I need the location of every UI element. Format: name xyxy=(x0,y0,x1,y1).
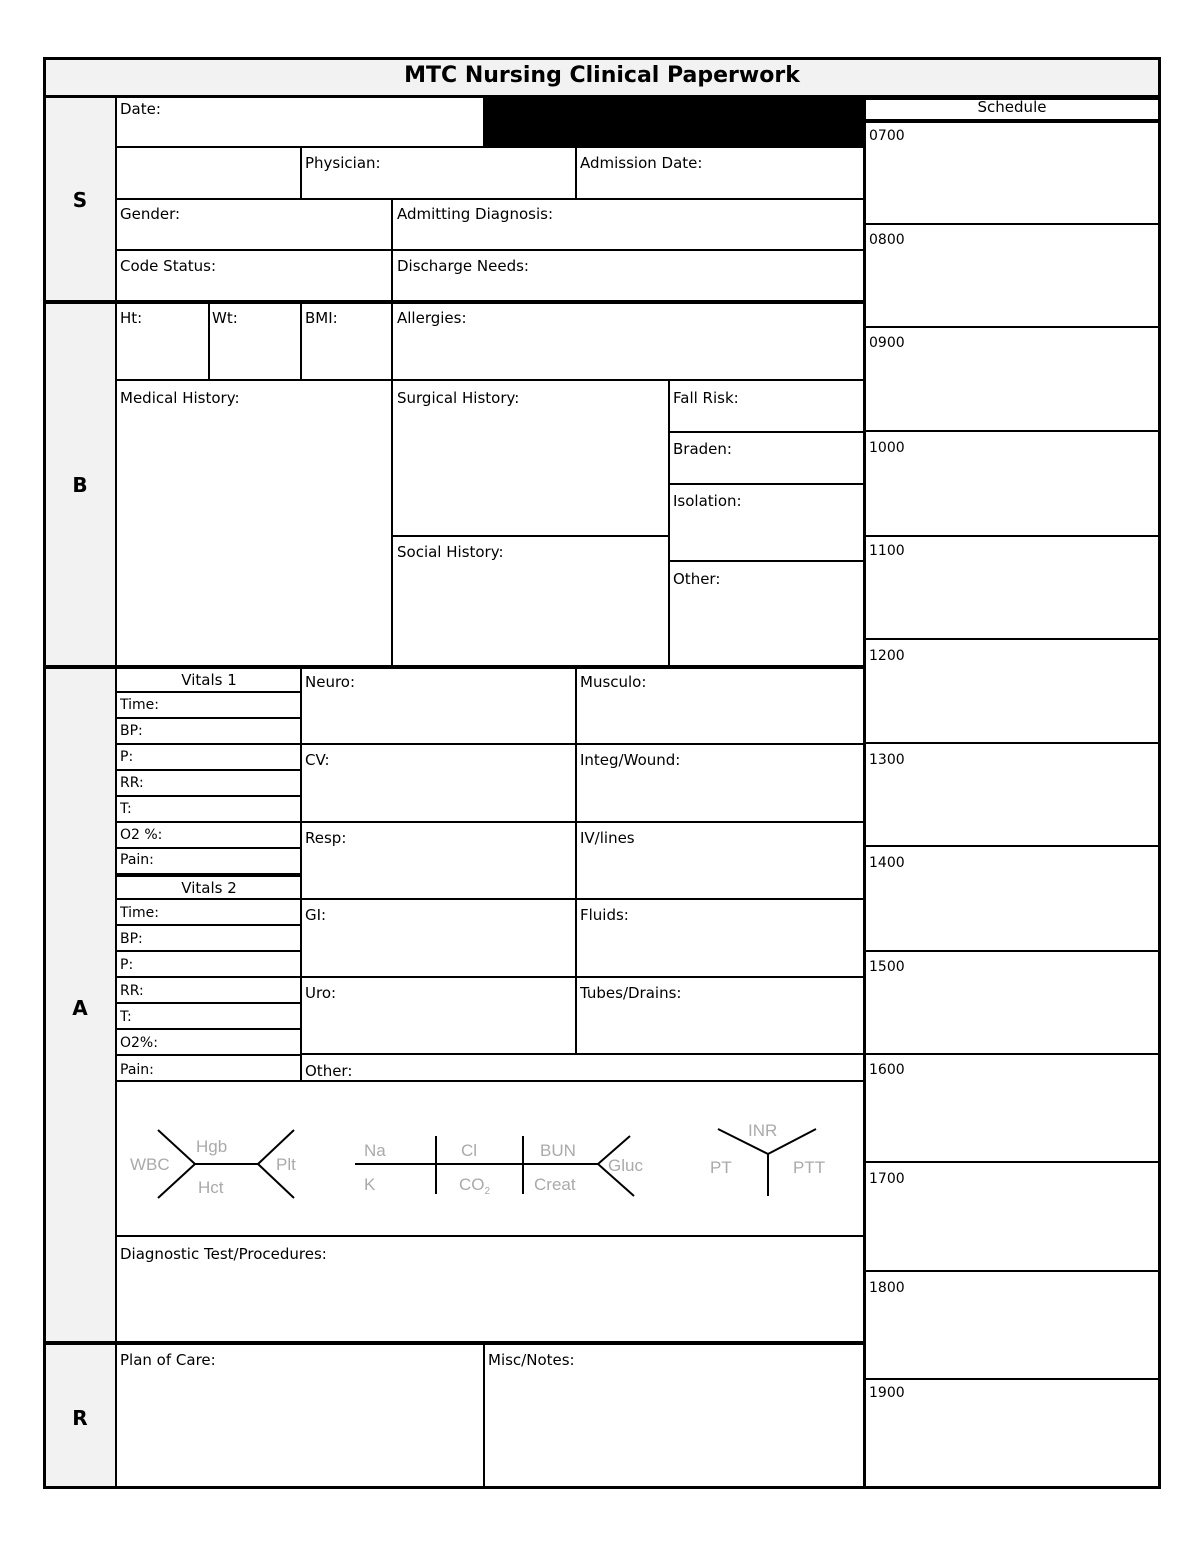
lab-hct: Hct xyxy=(198,1178,224,1197)
bmp-fishbone xyxy=(355,1136,634,1196)
section-gutter xyxy=(46,98,115,1486)
vitals-2-o2[interactable]: O2%: xyxy=(120,1035,158,1051)
code-status-field[interactable]: Code Status: xyxy=(120,257,217,275)
vitals-2-bp[interactable]: BP: xyxy=(120,931,143,947)
schedule-title: Schedule xyxy=(977,98,1047,116)
schedule-slot-1400[interactable]: 1400 xyxy=(869,855,905,871)
fall-risk-field[interactable]: Fall Risk: xyxy=(673,389,739,407)
schedule-slot-1500[interactable]: 1500 xyxy=(869,959,905,975)
braden-field[interactable]: Braden: xyxy=(673,440,732,458)
vitals-1-title: Vitals 1 xyxy=(181,671,237,689)
vitals-1-bp[interactable]: BP: xyxy=(120,723,143,739)
schedule-slot-1200[interactable]: 1200 xyxy=(869,648,905,664)
lab-co2: $CO_2$ xyxy=(459,1175,491,1197)
vitals-1-time[interactable]: Time: xyxy=(120,697,159,713)
vitals-2-pain[interactable]: Pain: xyxy=(120,1062,154,1078)
neuro-field[interactable]: Neuro: xyxy=(305,673,356,691)
vitals-1-o2[interactable]: O2 %: xyxy=(120,827,163,843)
discharge-needs-field[interactable]: Discharge Needs: xyxy=(397,257,529,275)
section-situation-label: S xyxy=(72,188,88,212)
section-background-label: B xyxy=(72,473,88,497)
fluids-field[interactable]: Fluids: xyxy=(580,906,629,924)
vitals-2-rr[interactable]: RR: xyxy=(120,983,144,999)
section-recommendation-label: R xyxy=(72,1406,88,1430)
schedule-slot-0800[interactable]: 0800 xyxy=(869,232,905,248)
lab-wbc: WBC xyxy=(130,1155,170,1174)
diagnostic-tests-field[interactable]: Diagnostic Test/Procedures: xyxy=(120,1245,327,1263)
height-field[interactable]: Ht: xyxy=(120,309,143,327)
lab-plt: Plt xyxy=(276,1155,296,1174)
schedule-slot-1800[interactable]: 1800 xyxy=(869,1280,905,1296)
schedule-slot-1300[interactable]: 1300 xyxy=(869,752,905,768)
social-history-field[interactable]: Social History: xyxy=(397,543,504,561)
lab-ptt: PTT xyxy=(793,1158,826,1177)
plan-of-care-field[interactable]: Plan of Care: xyxy=(120,1351,216,1369)
lab-bun: BUN xyxy=(540,1141,576,1160)
vitals-1-pulse[interactable]: P: xyxy=(120,749,134,765)
lab-inr: INR xyxy=(748,1121,778,1140)
schedule-slot-0900[interactable]: 0900 xyxy=(869,335,905,351)
schedule-slot-1600[interactable]: 1600 xyxy=(869,1062,905,1078)
vitals-1-pain[interactable]: Pain: xyxy=(120,852,154,868)
date-field[interactable]: Date: xyxy=(120,100,161,118)
lab-k: K xyxy=(364,1175,376,1194)
lab-pt: PT xyxy=(710,1158,732,1177)
lab-cl: Cl xyxy=(461,1141,478,1160)
schedule-slot-0700[interactable]: 0700 xyxy=(869,128,905,144)
schedule-slot-1700[interactable]: 1700 xyxy=(869,1171,905,1187)
lab-hgb: Hgb xyxy=(196,1137,228,1156)
section-assessment-label: A xyxy=(72,996,88,1020)
assessment-other-field[interactable]: Other: xyxy=(305,1062,353,1080)
misc-notes-field[interactable]: Misc/Notes: xyxy=(488,1351,575,1369)
integ-wound-field[interactable]: Integ/Wound: xyxy=(580,751,681,769)
physician-field[interactable]: Physician: xyxy=(305,154,381,172)
schedule-slot-1100[interactable]: 1100 xyxy=(869,543,905,559)
vitals-2-time[interactable]: Time: xyxy=(120,905,159,921)
lab-gluc: Gluc xyxy=(608,1156,643,1175)
musculo-field[interactable]: Musculo: xyxy=(580,673,647,691)
patient-name-redacted xyxy=(483,98,864,146)
background-other-field[interactable]: Other: xyxy=(673,570,721,588)
tubes-drains-field[interactable]: Tubes/Drains: xyxy=(580,984,682,1002)
vitals-1-rr[interactable]: RR: xyxy=(120,775,144,791)
lab-creat: Creat xyxy=(534,1175,576,1194)
bmi-field[interactable]: BMI: xyxy=(305,309,338,327)
cv-field[interactable]: CV: xyxy=(305,751,330,769)
schedule-slot-1000[interactable]: 1000 xyxy=(869,440,905,456)
gi-field[interactable]: GI: xyxy=(305,906,327,924)
surgical-history-field[interactable]: Surgical History: xyxy=(397,389,520,407)
vitals-1-temp[interactable]: T: xyxy=(120,801,132,817)
lab-fishbone-diagrams xyxy=(118,1082,863,1236)
admitting-diagnosis-field[interactable]: Admitting Diagnosis: xyxy=(397,205,553,223)
isolation-field[interactable]: Isolation: xyxy=(673,492,742,510)
vitals-2-title: Vitals 2 xyxy=(181,879,237,897)
uro-field[interactable]: Uro: xyxy=(305,984,337,1002)
weight-field[interactable]: Wt: xyxy=(212,309,238,327)
medical-history-field[interactable]: Medical History: xyxy=(120,389,240,407)
vitals-2-pulse[interactable]: P: xyxy=(120,957,134,973)
iv-lines-field[interactable]: IV/lines xyxy=(580,829,635,847)
admission-date-field[interactable]: Admission Date: xyxy=(580,154,703,172)
schedule-slot-1900[interactable]: 1900 xyxy=(869,1385,905,1401)
gender-field[interactable]: Gender: xyxy=(120,205,181,223)
vitals-2-temp[interactable]: T: xyxy=(120,1009,132,1025)
lab-na: Na xyxy=(364,1141,386,1160)
page-title: MTC Nursing Clinical Paperwork xyxy=(404,63,800,88)
allergies-field[interactable]: Allergies: xyxy=(397,309,467,327)
resp-field[interactable]: Resp: xyxy=(305,829,347,847)
